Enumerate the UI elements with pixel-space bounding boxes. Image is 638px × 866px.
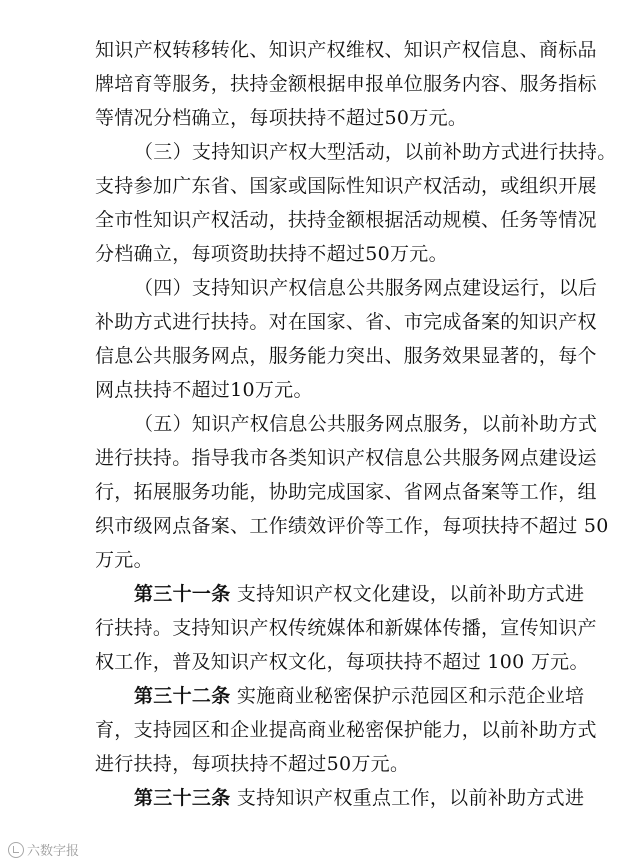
article-text: 实施商业秘密保护示范园区和示范企业培 [236,685,585,707]
text-line: 织市级网点备案、工作绩效评价等工作，每项扶持不超过 50 [95,515,609,537]
text-line: 权工作，普及知识产权文化，每项扶持不超过 100 万元。 [95,651,589,673]
text-line: 分档确立，每项资助扶持不超过50万元。 [95,243,448,265]
watermark-icon [8,842,24,858]
text-line: 知识产权转移转化、知识产权维权、知识产权信息、商标品 [95,39,597,61]
text-line: 支持参加广东省、国家或国际性知识产权活动，或组织开展 [95,175,597,197]
article-text: 支持知识产权重点工作，以前补助方式进 [236,787,585,809]
text-line: 牌培育等服务，扶持金额根据申报单位服务内容、服务指标 [95,73,597,95]
watermark-text: 六数字报 [27,844,80,859]
article-32-line [134,684,585,710]
text-line: 进行扶持，每项扶持不超过50万元。 [95,753,410,775]
text-line: 补助方式进行扶持。对在国家、省、市完成备案的知识产权 [95,311,597,333]
article-31-line [134,582,585,608]
article-head: 第三十一条 [134,583,231,605]
text-line: 全市性知识产权活动，扶持金额根据活动规模、任务等情况 [95,209,597,231]
text-line: 等情况分档确立，每项扶持不超过50万元。 [95,107,468,129]
text-line: 万元。 [95,549,153,571]
watermark [8,840,79,859]
text-line: 育，支持园区和企业提高商业秘密保护能力，以前补助方式 [95,719,597,741]
article-head: 第三十二条 [134,685,231,707]
text-line: （五）知识产权信息公共服务网点服务，以前补助方式 [134,413,598,435]
text-line: 行扶持。支持知识产权传统媒体和新媒体传播，宣传知识产 [95,617,597,639]
article-text: 支持知识产权文化建设，以前补助方式进 [236,583,585,605]
text-line: 行，拓展服务功能，协助完成国家、省网点备案等工作，组 [95,481,597,503]
text-line: 进行扶持。指导我市各类知识产权信息公共服务网点建设运 [95,447,597,469]
text-line: （四）支持知识产权信息公共服务网点建设运行，以后 [134,277,598,299]
text-line: （三）支持知识产权大型活动，以前补助方式进行扶持。 [134,141,617,163]
text-line: 网点扶持不超过10万元。 [95,379,313,401]
article-33-line [134,786,585,812]
text-line: 信息公共服务网点，服务能力突出、服务效果显著的，每个 [95,345,597,367]
article-head: 第三十三条 [134,787,231,809]
